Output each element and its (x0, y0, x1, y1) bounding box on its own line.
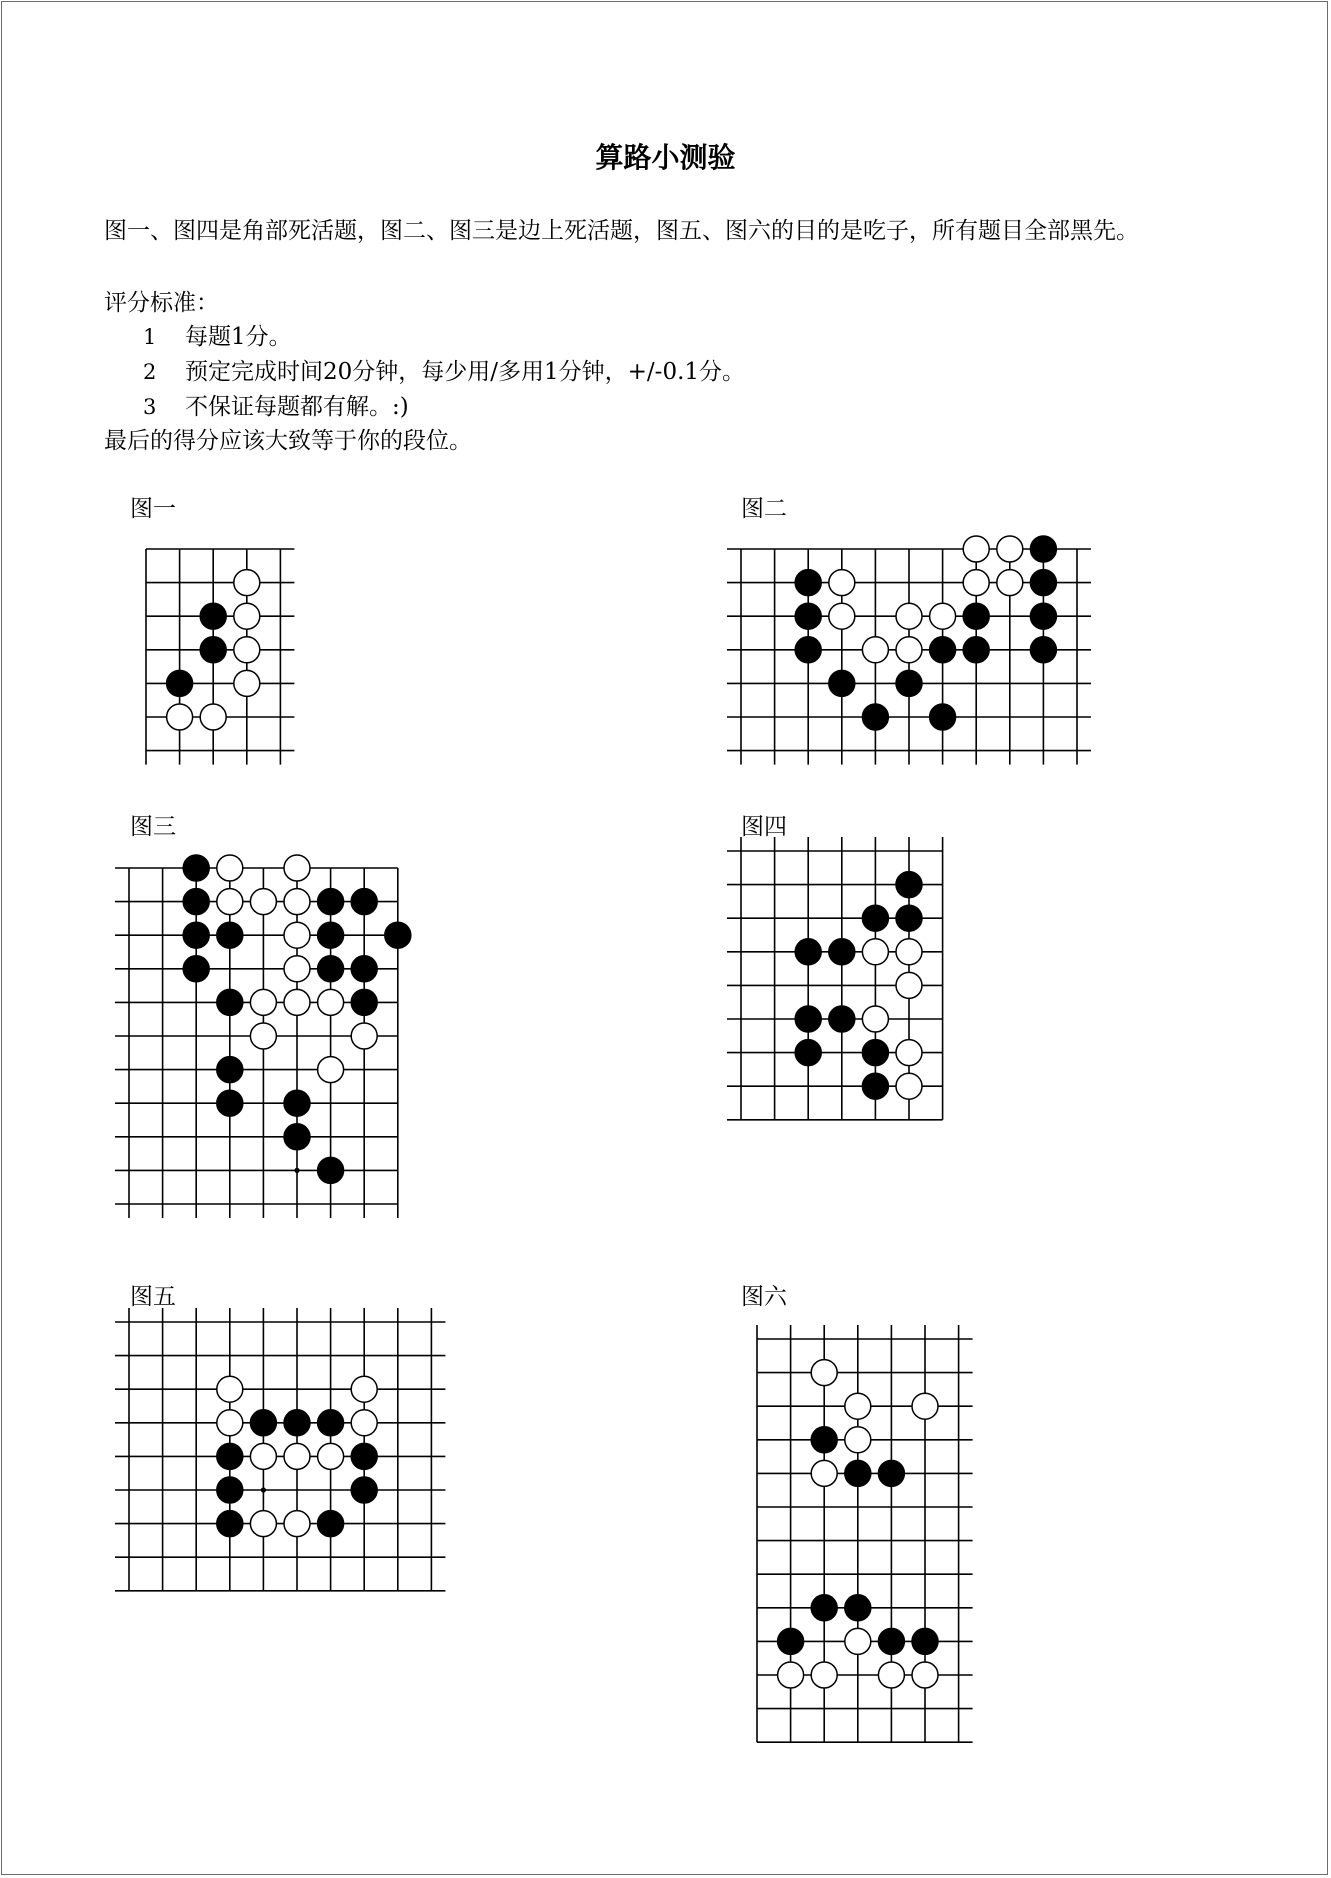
figure-label-6: 图六 (741, 1284, 787, 1310)
black-stone (778, 1628, 804, 1654)
page-title: 算路小测验 (595, 141, 736, 174)
black-stone (811, 1595, 837, 1621)
figure-label-1: 图一 (130, 496, 176, 522)
figure-label-5: 图五 (130, 1284, 176, 1310)
black-stone (912, 1628, 938, 1654)
white-stone (811, 1360, 837, 1386)
black-stone (811, 1427, 837, 1453)
white-stone (778, 1662, 804, 1688)
white-stone (811, 1662, 837, 1688)
black-stone (845, 1460, 871, 1486)
white-stone (811, 1460, 837, 1486)
closing-line: 最后的得分应该大致等于你的段位。 (104, 428, 472, 454)
rule-number: 2 (143, 360, 157, 384)
black-stone (878, 1628, 904, 1654)
black-stone (845, 1595, 871, 1621)
intro-paragraph: 图一、图四是角部死活题，图二、图三是边上死活题，图五、图六的目的是吃子，所有题目全部黑先。 (104, 218, 1139, 244)
figure-label-4: 图四 (741, 814, 787, 840)
figure-label-3: 图三 (130, 814, 176, 840)
white-stone (845, 1427, 871, 1453)
white-stone (912, 1662, 938, 1688)
white-stone (912, 1393, 938, 1419)
rule-text: 预定完成时间20分钟，每少用/多用1分钟，+/-0.1分。 (185, 359, 746, 385)
white-stone (845, 1628, 871, 1654)
rule-text: 不保证每题都有解。:) (185, 394, 409, 420)
rule-text: 每题1分。 (185, 324, 292, 350)
white-stone (845, 1393, 871, 1419)
rule-number: 1 (143, 325, 157, 349)
figure-label-2: 图二 (741, 496, 787, 522)
rule-number: 3 (143, 395, 157, 419)
white-stone (878, 1662, 904, 1688)
black-stone (878, 1460, 904, 1486)
criteria-label: 评分标准： (104, 290, 219, 316)
